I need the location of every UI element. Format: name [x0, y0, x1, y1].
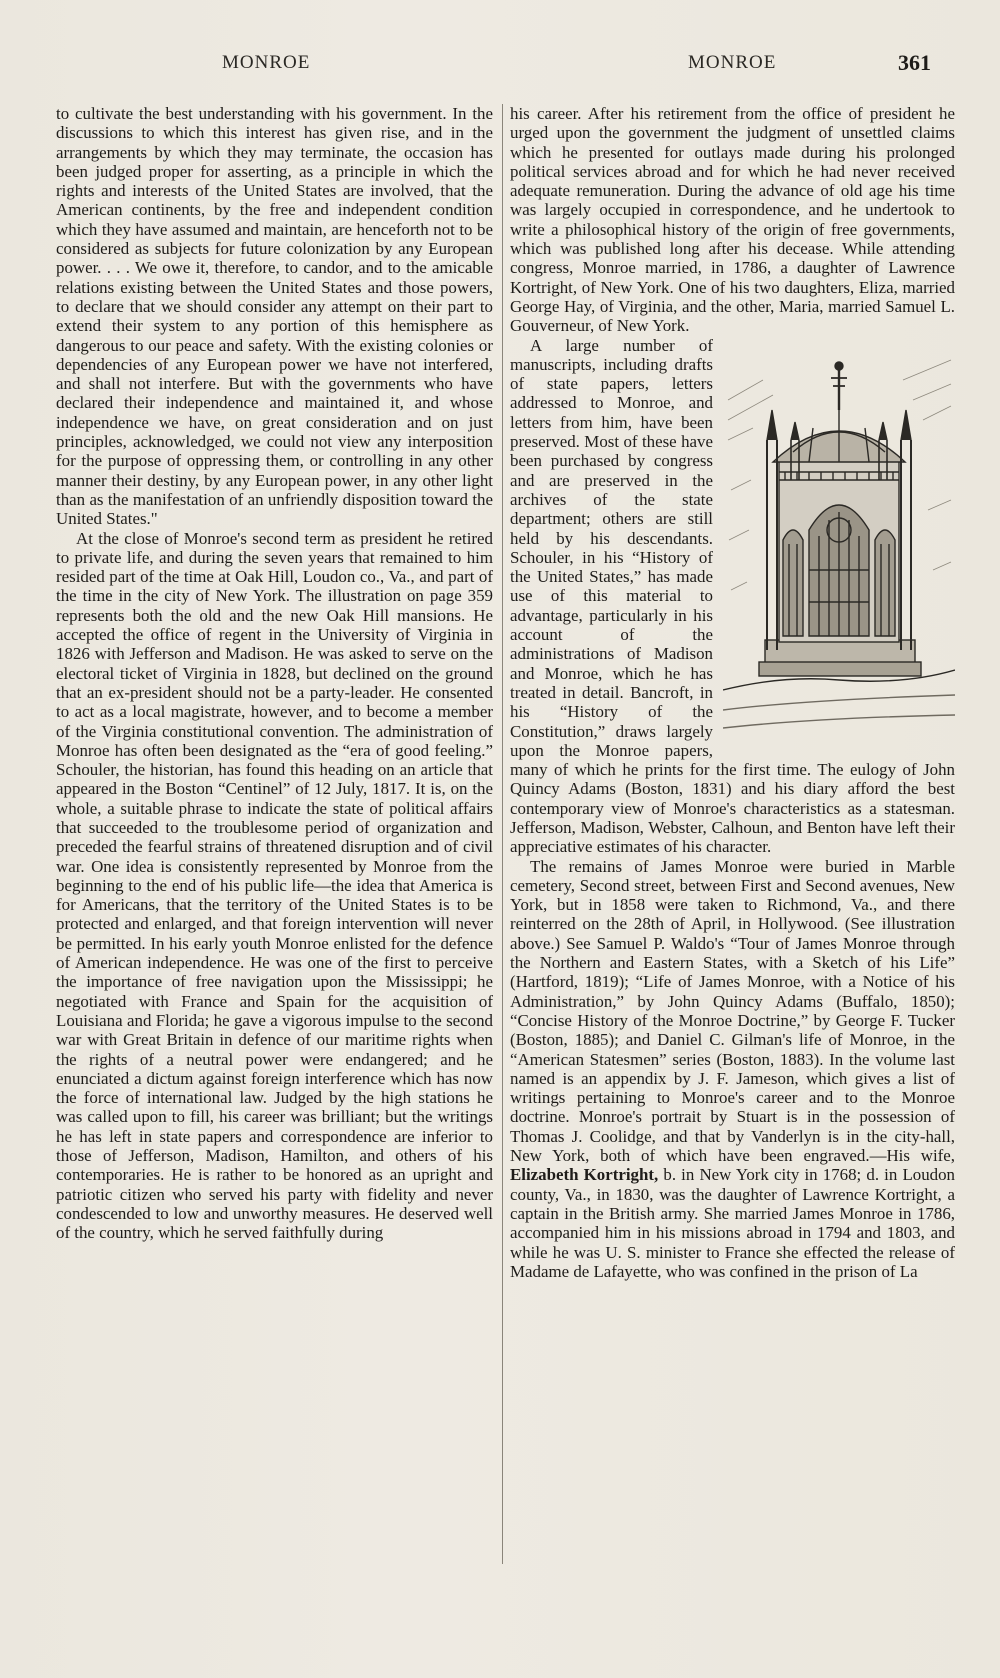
running-head-right: MONROE — [688, 52, 777, 73]
right-column — [510, 104, 955, 1281]
bold-name: Elizabeth Kortright, — [510, 1165, 659, 1185]
right-paragraph-3-tail: b. in New York city in 1768; d. in Loudon county, Va., in 1830, was the daughter of Lawrence Kortright, a captain in the British army. She married James Monroe in 1786, accompanied him in his missions abroad in 1794 and 1803, and while he was U. S. minister to France she effected the release of Madame de Lafayette, who was confined in the prison of La — [510, 1165, 955, 1281]
right-paragraph-2-text: A large number of manuscripts, including drafts of state papers, letters addressed to Monroe, and letters from him, have been preserved. Most of these have been purchased by congress and are preserved in the archives of the state department; others are still held by his descendants. Schouler, in his “History of the United States,” has made use of this material to advantage, particularly in his account of the administrations of Madison and Monroe, which he has treated in detail. Bancroft, in his “History of the Constitution,” draws largely upon the Monroe papers, many of which he prints for the first time. The eulogy of John Quincy Adams (Boston, 1831) and his diary afford the best contemporary view of Monroe's characteristics as a statesman. Jefferson, Madison, Webster, Calhoun, and Benton have left their appreciative estimates of his character. — [510, 335, 955, 857]
right-paragraph-3 — [510, 857, 955, 1282]
left-column — [56, 104, 493, 1243]
column-divider — [502, 104, 503, 1564]
page-number: 361 — [898, 50, 931, 75]
right-paragraph-3-text: The remains of James Monroe were buried in Marble cemetery, Second street, between First and Second avenues, New York, but in 1858 were taken to Richmond, Va., and there reinterred on the 28th of April, in Hollywood. (See illustration above.) See Samuel P. Waldo's “Tour of James Monroe through the Northern and Eastern States, with a Sketch of his Life” (Hartford, 1819); “Life of James Monroe, with a Notice of his Administration,” by John Quincy Adams (Buffalo, 1850); “Concise History of the Monroe Doctrine,” by George F. Tucker (Boston, 1885); and Daniel C. Gilman's life of Monroe, in the “American Statesmen” series (Boston, 1883). In the volume last named is an appendix by J. F. Jameson, which gives a list of writings pertaining to Monroe's career and to the Monroe doctrine. Monroe's portrait by Stuart is in the possession of Thomas J. Coolidge, and that by Vanderlyn is in the city-hall, New York, both of which have been engraved.—His wife, — [510, 856, 955, 1166]
right-paragraph-1: his career. After his retirement from the office of president he urged upon the government the judgment of unsettled claims which he presented for outlays made during his prolonged political services abroad and for which he had never received adequate remuneration. During the advance of old age his time was largely occupied in correspondence, and he undertook to write a philosophical history of the origin of free governments, which was published long after his decease. While attending congress, Monroe married, in 1786, a daughter of Lawrence Kortright, of New York. One of his two daughters, Eliza, married George Hay, of Virginia, and the other, Maria, married Samuel L. Gouverneur, of New York. — [510, 104, 955, 336]
left-paragraph-1: to cultivate the best understanding with his government. In the discussions to which this interest has given rise, and in the arrangements by which they may terminate, the occasion has been judged proper for asserting, as a principle in which the rights and interests of the United States are involved, that the American continents, by the free and independent condition which they have assumed and maintain, are henceforth not to be considered as subjects for future colonization by any European power. . . . We owe it, therefore, to candor, and to the amicable relations existing between the United States and those powers, to declare that we should consider any attempt on their part to extend their system to any portion of this hemisphere as dangerous to our peace and safety. With the existing colonies or dependencies of any European power we have not interfered, and shall not interfere. But with the governments who have declared their independence and maintained it, and whose independence we have, on great consideration and on just principles, acknowledged, we could not view any interposition for the purpose of oppressing them, or controlling in any other manner their destiny, by any European power, in any other light than as the manifestation of an unfriendly disposition toward the United States." — [56, 104, 493, 529]
left-paragraph-2: At the close of Monroe's second term as president he retired to private life, and during the seven years that remained to him resided part of the time at Oak Hill, Loudon co., Va., and part of the time in the city of New York. The illustration on page 359 represents both the old and the new Oak Hill mansions. He accepted the office of regent in the University of Virginia in 1826 with Jefferson and Madison. He was asked to serve on the electoral ticket of Virginia in 1828, but declined on the ground that an ex-president should not be a party-leader. He consented to act as a local magistrate, however, and to become a member of the Virginia constitutional convention. The administration of Monroe has often been designated as the “era of good feeling.” Schouler, the historian, has found this heading on an article that appeared in the Boston “Centinel” of 12 July, 1817. It is, on the whole, a suitable phrase to indicate the state of political affairs that succeeded to the troublesome period of organization and preceded the fearful strains of threatened disruption and of civil war. One idea is consistently represented by Monroe from the beginning to the end of his public life—the idea that America is for Americans, that the territory of the United States is to be protected and enlarged, and that foreign intervention will never be permitted. In his early youth Monroe enlisted for the defence of American independence. He was one of the first to perceive the importance of free navigation upon the Mississippi; he negotiated with France and Spain for the acquisition of Louisiana and Florida; he gave a vigorous impulse to the second war with Great Britain in defence of our maritime rights when the rights of a neutral power were endangered; and he enunciated a dictum against foreign interference which has now the force of international law. Judged by the high stations he was called upon to fill, his career was brilliant; but the writings he has left in state papers and correspondence are inferior to those of Jefferson, Madison, Hamilton, and others of his contemporaries. He is rather to be honored as an upright and patriotic citizen who served his party with fidelity and never condescended to low and unworthy measures. He deserved well of the country, which he served faithfully during — [56, 528, 493, 1243]
gothic-tomb-engraving-icon — [723, 340, 955, 740]
right-paragraph-2 — [510, 336, 955, 857]
running-head-left: MONROE — [222, 52, 311, 73]
